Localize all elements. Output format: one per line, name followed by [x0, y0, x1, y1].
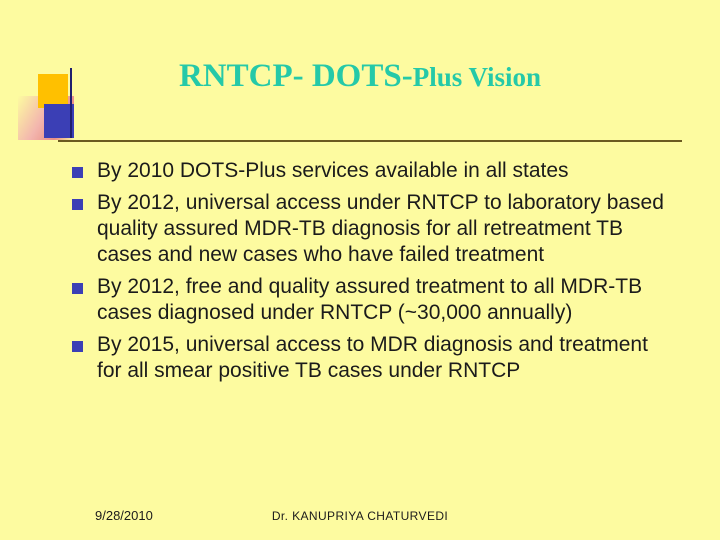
footer-date: 9/28/2010	[95, 508, 153, 523]
page-title-suffix: Plus Vision	[412, 62, 542, 92]
list-item	[72, 332, 672, 384]
list-item	[72, 274, 672, 326]
list-item-text: By 2012, universal access under RNTCP to laboratory based quality assured MDR-TB diagnosis for all retreatment TB cases and new cases who have failed treatment	[97, 191, 664, 266]
list-item	[72, 158, 672, 184]
title-divider	[58, 140, 682, 142]
list-item-text: By 2010 DOTS-Plus services available in all states	[97, 159, 569, 182]
footer-author: Dr. KANUPRIYA CHATURVEDI	[271, 509, 449, 523]
list-item-text: By 2015, universal access to MDR diagnosis and treatment for all smear positive TB cases under RNTCP	[97, 333, 648, 382]
page-title	[0, 58, 720, 95]
bullet-square-icon	[72, 199, 83, 210]
bullet-square-icon	[72, 341, 83, 352]
bullet-square-icon	[72, 283, 83, 294]
page-title-main: RNTCP- DOTS-	[178, 58, 413, 94]
list-item	[72, 190, 672, 268]
list-item-text: By 2012, free and quality assured treatment to all MDR-TB cases diagnosed under RNTCP (~30,000 annually)	[97, 275, 643, 324]
bullet-list	[72, 158, 672, 390]
bullet-square-icon	[72, 167, 83, 178]
